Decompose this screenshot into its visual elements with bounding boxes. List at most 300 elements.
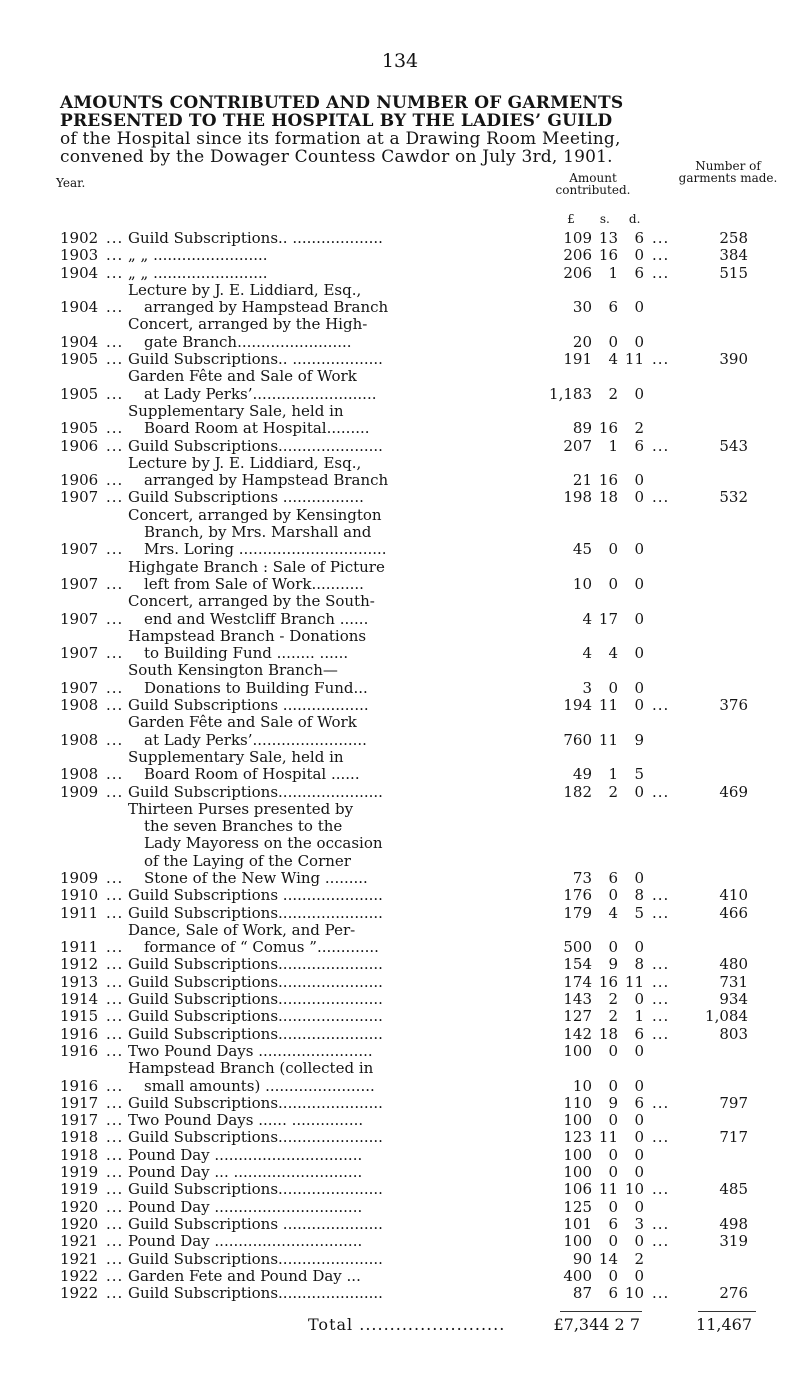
shillings-unit: s. bbox=[599, 212, 610, 226]
row-garments: 498 bbox=[719, 1214, 748, 1233]
row-year: 1905 bbox=[60, 384, 99, 403]
pounds-unit: £ bbox=[567, 212, 575, 226]
row-year: 1906 bbox=[60, 471, 99, 490]
row-description bbox=[128, 1233, 538, 1250]
row-leader-dots: ... bbox=[106, 609, 124, 628]
row-description-line: Stone of the New Wing ......... bbox=[144, 870, 368, 887]
row-description-line: „ „ ........................ bbox=[128, 247, 268, 265]
row-shillings: 1 bbox=[608, 765, 618, 784]
row-description-line: Garden Fête and Sale of Work bbox=[128, 714, 357, 732]
row-shillings: 0 bbox=[608, 938, 618, 957]
table-row bbox=[0, 697, 800, 714]
row-leader-dots: ... bbox=[106, 1197, 124, 1216]
row-garments: 276 bbox=[719, 1284, 748, 1303]
row-year: 1907 bbox=[60, 609, 99, 628]
row-pence: 0 bbox=[634, 540, 644, 559]
row-leader-dots: ... bbox=[106, 730, 124, 749]
row-description bbox=[128, 784, 538, 801]
row-description-line: Guild Subscriptions...................... bbox=[128, 1285, 383, 1303]
row-shillings: 4 bbox=[608, 903, 618, 922]
row-description bbox=[128, 1095, 538, 1112]
row-pence: 6 bbox=[634, 1093, 644, 1112]
row-pence: 0 bbox=[634, 644, 644, 663]
row-description-line: Garden Fete and Pound Day ... bbox=[128, 1267, 361, 1285]
row-description-line: small amounts) ....................... bbox=[144, 1077, 375, 1095]
row-garment-leader: ... bbox=[652, 972, 670, 991]
row-pence: 0 bbox=[634, 1145, 644, 1164]
row-description bbox=[128, 1268, 538, 1285]
row-description-line: arranged by Hampstead Branch bbox=[144, 299, 389, 317]
row-description-line: left from Sale of Work........... bbox=[144, 575, 364, 593]
row-shillings: 16 bbox=[598, 972, 618, 991]
row-description-line: Guild Subscriptions...................... bbox=[128, 973, 383, 991]
row-year: 1902 bbox=[60, 229, 99, 247]
row-description-line: Pound Day ............................... bbox=[128, 1198, 363, 1216]
row-description bbox=[128, 403, 538, 438]
row-garment-leader: ... bbox=[652, 488, 670, 507]
row-year: 1909 bbox=[60, 782, 99, 801]
row-shillings: 0 bbox=[608, 1232, 618, 1251]
row-leader-dots: ... bbox=[106, 765, 124, 784]
total-label: Total ........................ bbox=[308, 1315, 506, 1334]
row-pounds: 49 bbox=[572, 765, 592, 784]
row-description-line: Pound Day ... ........................... bbox=[128, 1164, 363, 1182]
row-year: 1921 bbox=[60, 1232, 99, 1251]
row-leader-dots: ... bbox=[106, 1128, 124, 1147]
row-leader-dots: ... bbox=[106, 1024, 124, 1043]
row-garment-leader: ... bbox=[652, 1007, 670, 1026]
heading-line-2: PRESENTED TO THE HOSPITAL BY THE LADIES’ GUILD bbox=[60, 111, 613, 131]
row-garments: 934 bbox=[719, 990, 748, 1009]
table-row bbox=[0, 991, 800, 1008]
row-description-line: Supplementary Sale, held in bbox=[128, 402, 344, 420]
row-description-line: Lecture by J. E. Liddiard, Esq., bbox=[128, 454, 362, 472]
row-garments: 480 bbox=[719, 955, 748, 974]
row-year: 1915 bbox=[60, 1007, 99, 1026]
row-description-line: at Lady Perks’........................ bbox=[144, 731, 367, 749]
table-row bbox=[0, 1285, 800, 1302]
row-pounds: 198 bbox=[563, 488, 592, 507]
row-pence: 0 bbox=[634, 678, 644, 697]
row-description bbox=[128, 247, 538, 264]
table-row bbox=[0, 887, 800, 904]
row-year: 1918 bbox=[60, 1128, 99, 1147]
table-row bbox=[0, 230, 800, 247]
row-shillings: 0 bbox=[608, 1197, 618, 1216]
row-pounds: 10 bbox=[572, 1076, 592, 1095]
row-year: 1922 bbox=[60, 1284, 99, 1303]
row-pounds: 207 bbox=[563, 436, 592, 455]
row-garments: 717 bbox=[719, 1128, 748, 1147]
column-header-garments: Number of garments made. bbox=[678, 159, 778, 185]
row-description-line: Two Pound Days ........................ bbox=[128, 1042, 373, 1060]
row-description bbox=[128, 1181, 538, 1198]
row-year: 1918 bbox=[60, 1145, 99, 1164]
row-leader-dots: ... bbox=[106, 488, 124, 507]
row-pence: 0 bbox=[634, 1232, 644, 1251]
row-shillings: 0 bbox=[608, 1266, 618, 1285]
row-garment-leader: ... bbox=[652, 990, 670, 1009]
row-year: 1904 bbox=[60, 263, 99, 282]
row-garments: 466 bbox=[719, 903, 748, 922]
row-description-line: end and Westcliff Branch ...... bbox=[144, 610, 369, 628]
row-pounds: 21 bbox=[572, 471, 592, 490]
row-shillings: 0 bbox=[608, 1145, 618, 1164]
row-description-line: Guild Subscriptions ..................... bbox=[128, 887, 383, 905]
row-description-line: Guild Subscriptions...................... bbox=[128, 904, 383, 922]
column-header-year: Year. bbox=[56, 176, 86, 190]
row-description-line: Guild Subscriptions.. ................... bbox=[128, 351, 383, 369]
row-description-line: Concert, arranged by the High- bbox=[128, 316, 368, 334]
row-pence: 0 bbox=[634, 246, 644, 265]
row-garment-leader: ... bbox=[652, 263, 670, 282]
row-garment-leader: ... bbox=[652, 246, 670, 265]
row-leader-dots: ... bbox=[106, 696, 124, 715]
row-leader-dots: ... bbox=[106, 990, 124, 1009]
row-shillings: 0 bbox=[608, 886, 618, 905]
row-description bbox=[128, 351, 538, 368]
row-garment-leader: ... bbox=[652, 1214, 670, 1233]
table-row bbox=[0, 714, 800, 749]
row-description bbox=[128, 956, 538, 973]
row-leader-dots: ... bbox=[106, 955, 124, 974]
row-pence: 0 bbox=[634, 696, 644, 715]
row-shillings: 0 bbox=[608, 540, 618, 559]
row-description-line: formance of “ Comus ”............. bbox=[144, 939, 379, 957]
row-shillings: 6 bbox=[608, 1214, 618, 1233]
row-pence: 0 bbox=[634, 1111, 644, 1130]
row-description-line: „ „ ........................ bbox=[128, 264, 268, 282]
row-pounds: 73 bbox=[572, 869, 592, 887]
table-row bbox=[0, 1060, 800, 1095]
row-garment-leader: ... bbox=[652, 436, 670, 455]
heading-line-1: AMOUNTS CONTRIBUTED AND NUMBER OF GARMENTS bbox=[60, 93, 624, 113]
row-year: 1908 bbox=[60, 765, 99, 784]
table-row bbox=[0, 922, 800, 957]
row-shillings: 6 bbox=[608, 869, 618, 887]
row-year: 1913 bbox=[60, 972, 99, 991]
row-description bbox=[128, 887, 538, 904]
row-shillings: 2 bbox=[608, 990, 618, 1009]
row-pounds: 127 bbox=[563, 1007, 592, 1026]
table-row bbox=[0, 507, 800, 559]
row-year: 1907 bbox=[60, 488, 99, 507]
row-pounds: 760 bbox=[563, 730, 592, 749]
row-description-line: at Lady Perks’.......................... bbox=[144, 385, 377, 403]
row-garment-leader: ... bbox=[652, 1128, 670, 1147]
row-description bbox=[128, 991, 538, 1008]
row-pounds: 191 bbox=[563, 350, 592, 369]
row-shillings: 0 bbox=[608, 332, 618, 351]
row-pence: 0 bbox=[634, 1197, 644, 1216]
row-description-line: Guild Subscriptions...................... bbox=[128, 437, 383, 455]
total-garments: 11,467 bbox=[696, 1315, 752, 1334]
row-shillings: 0 bbox=[608, 1163, 618, 1182]
total-rule-garments bbox=[698, 1311, 756, 1312]
row-pence: 10 bbox=[624, 1180, 644, 1199]
row-year: 1907 bbox=[60, 644, 99, 663]
row-pounds: 154 bbox=[563, 955, 592, 974]
row-shillings: 1 bbox=[608, 263, 618, 282]
row-pence: 6 bbox=[634, 263, 644, 282]
row-leader-dots: ... bbox=[106, 574, 124, 593]
row-pounds: 400 bbox=[563, 1266, 592, 1285]
row-leader-dots: ... bbox=[106, 886, 124, 905]
row-leader-dots: ... bbox=[106, 1007, 124, 1026]
row-pounds: 89 bbox=[572, 419, 592, 438]
row-description-line: Board Room of Hospital ...... bbox=[144, 766, 360, 784]
row-shillings: 0 bbox=[608, 678, 618, 697]
row-pounds: 142 bbox=[563, 1024, 592, 1043]
row-garment-leader: ... bbox=[652, 1232, 670, 1251]
row-leader-dots: ... bbox=[106, 263, 124, 282]
row-garments: 803 bbox=[719, 1024, 748, 1043]
row-shillings: 14 bbox=[598, 1249, 618, 1268]
row-description bbox=[128, 1285, 538, 1302]
row-description-line: to Building Fund ........ ...... bbox=[144, 645, 349, 663]
table-row bbox=[0, 1251, 800, 1268]
row-description bbox=[128, 628, 538, 663]
row-shillings: 2 bbox=[608, 782, 618, 801]
row-leader-dots: ... bbox=[106, 1232, 124, 1251]
row-year: 1908 bbox=[60, 696, 99, 715]
row-pence: 0 bbox=[634, 938, 644, 957]
row-description-line: Garden Fête and Sale of Work bbox=[128, 368, 357, 386]
row-garment-leader: ... bbox=[652, 350, 670, 369]
table-row bbox=[0, 368, 800, 403]
row-description-line: Pound Day ............................... bbox=[128, 1146, 363, 1164]
row-year: 1920 bbox=[60, 1197, 99, 1216]
row-year: 1907 bbox=[60, 678, 99, 697]
row-description bbox=[128, 1129, 538, 1146]
row-description bbox=[128, 1008, 538, 1025]
table-row bbox=[0, 316, 800, 351]
row-leader-dots: ... bbox=[106, 678, 124, 697]
row-description bbox=[128, 905, 538, 922]
contributions-table bbox=[0, 230, 800, 1302]
table-row bbox=[0, 784, 800, 801]
table-row bbox=[0, 628, 800, 663]
row-description-line: of the Laying of the Corner bbox=[144, 852, 351, 870]
row-description bbox=[128, 1147, 538, 1164]
row-description-line: Guild Subscriptions...................... bbox=[128, 1250, 383, 1268]
table-row bbox=[0, 559, 800, 594]
row-pence: 0 bbox=[634, 384, 644, 403]
row-garments: 485 bbox=[719, 1180, 748, 1199]
row-description-line: Board Room at Hospital......... bbox=[144, 420, 370, 438]
row-leader-dots: ... bbox=[106, 1284, 124, 1303]
pence-unit: d. bbox=[628, 212, 641, 226]
row-pounds: 87 bbox=[572, 1284, 592, 1303]
row-leader-dots: ... bbox=[106, 869, 124, 887]
row-leader-dots: ... bbox=[106, 436, 124, 455]
row-leader-dots: ... bbox=[106, 298, 124, 317]
row-shillings: 0 bbox=[608, 1076, 618, 1095]
row-year: 1908 bbox=[60, 730, 99, 749]
row-description bbox=[128, 489, 538, 506]
row-garment-leader: ... bbox=[652, 1284, 670, 1303]
row-shillings: 17 bbox=[598, 609, 618, 628]
row-leader-dots: ... bbox=[106, 1145, 124, 1164]
row-shillings: 18 bbox=[598, 488, 618, 507]
row-pounds: 500 bbox=[563, 938, 592, 957]
row-pounds: 106 bbox=[563, 1180, 592, 1199]
row-description-line: gate Branch........................ bbox=[144, 333, 352, 351]
row-description-line: Hampstead Branch - Donations bbox=[128, 627, 367, 645]
row-year: 1916 bbox=[60, 1024, 99, 1043]
row-pence: 5 bbox=[634, 765, 644, 784]
row-pence: 6 bbox=[634, 229, 644, 247]
row-description-line: Thirteen Purses presented by bbox=[128, 800, 354, 818]
row-shillings: 16 bbox=[598, 246, 618, 265]
row-shillings: 6 bbox=[608, 298, 618, 317]
row-shillings: 0 bbox=[608, 574, 618, 593]
row-shillings: 6 bbox=[608, 1284, 618, 1303]
row-pence: 0 bbox=[634, 471, 644, 490]
row-leader-dots: ... bbox=[106, 540, 124, 559]
row-leader-dots: ... bbox=[106, 419, 124, 438]
row-pence: 0 bbox=[634, 990, 644, 1009]
heading-line-3: of the Hospital since its formation at a Drawing Room Meeting, bbox=[60, 129, 621, 149]
table-row bbox=[0, 593, 800, 628]
row-pounds: 110 bbox=[563, 1093, 592, 1112]
row-description-line: Guild Subscriptions...................... bbox=[128, 1181, 383, 1199]
row-description-line: Branch, by Mrs. Marshall and bbox=[144, 524, 372, 542]
row-description-line: Mrs. Loring ............................... bbox=[144, 541, 387, 559]
table-row bbox=[0, 247, 800, 264]
table-row bbox=[0, 1112, 800, 1129]
row-leader-dots: ... bbox=[106, 1214, 124, 1233]
row-pence: 0 bbox=[634, 574, 644, 593]
row-leader-dots: ... bbox=[106, 972, 124, 991]
table-row bbox=[0, 1026, 800, 1043]
row-shillings: 9 bbox=[608, 955, 618, 974]
row-garments: 515 bbox=[719, 263, 748, 282]
row-pence: 1 bbox=[634, 1007, 644, 1026]
row-description-line: the seven Branches to the bbox=[144, 818, 343, 836]
row-description-line: Guild Subscriptions...................... bbox=[128, 1008, 383, 1026]
table-row bbox=[0, 1216, 800, 1233]
row-garments: 319 bbox=[719, 1232, 748, 1251]
table-row bbox=[0, 1008, 800, 1025]
row-year: 1904 bbox=[60, 298, 99, 317]
row-year: 1911 bbox=[60, 903, 99, 922]
table-row bbox=[0, 1043, 800, 1060]
row-description-line: Guild Subscriptions...................... bbox=[128, 1094, 383, 1112]
row-shillings: 11 bbox=[598, 1180, 618, 1199]
row-garment-leader: ... bbox=[652, 1180, 670, 1199]
row-description bbox=[128, 1251, 538, 1268]
row-pounds: 109 bbox=[563, 229, 592, 247]
row-description bbox=[128, 265, 538, 282]
row-description bbox=[128, 1112, 538, 1129]
row-description bbox=[128, 455, 538, 490]
table-row bbox=[0, 1181, 800, 1198]
row-year: 1920 bbox=[60, 1214, 99, 1233]
row-garments: 532 bbox=[719, 488, 748, 507]
table-row bbox=[0, 282, 800, 317]
table-row bbox=[0, 1268, 800, 1285]
row-leader-dots: ... bbox=[106, 332, 124, 351]
row-pounds: 100 bbox=[563, 1041, 592, 1060]
row-garments: 258 bbox=[719, 229, 748, 247]
heading-line-4: convened by the Dowager Countess Cawdor on July 3rd, 1901. bbox=[60, 147, 613, 167]
row-pounds: 182 bbox=[563, 782, 592, 801]
row-description-line: Guild Subscriptions...................... bbox=[128, 956, 383, 974]
row-year: 1912 bbox=[60, 955, 99, 974]
row-garments: 797 bbox=[719, 1093, 748, 1112]
row-pounds: 4 bbox=[582, 644, 592, 663]
row-leader-dots: ... bbox=[106, 229, 124, 247]
row-pounds: 123 bbox=[563, 1128, 592, 1147]
row-pounds: 194 bbox=[563, 696, 592, 715]
row-shillings: 9 bbox=[608, 1093, 618, 1112]
row-leader-dots: ... bbox=[106, 350, 124, 369]
row-leader-dots: ... bbox=[106, 938, 124, 957]
row-pounds: 176 bbox=[563, 886, 592, 905]
row-leader-dots: ... bbox=[106, 1111, 124, 1130]
row-year: 1917 bbox=[60, 1093, 99, 1112]
row-pence: 11 bbox=[624, 972, 644, 991]
row-leader-dots: ... bbox=[106, 1093, 124, 1112]
row-description-line: Pound Day ............................... bbox=[128, 1233, 363, 1251]
table-row bbox=[0, 1147, 800, 1164]
row-leader-dots: ... bbox=[106, 1163, 124, 1182]
row-year: 1914 bbox=[60, 990, 99, 1009]
row-description-line: Lady Mayoress on the occasion bbox=[144, 835, 383, 853]
row-garments: 543 bbox=[719, 436, 748, 455]
row-description bbox=[128, 316, 538, 351]
row-pounds: 3 bbox=[582, 678, 592, 697]
row-garments: 384 bbox=[719, 246, 748, 265]
row-description-line: Guild Subscriptions...................... bbox=[128, 783, 383, 801]
row-leader-dots: ... bbox=[106, 903, 124, 922]
row-description bbox=[128, 974, 538, 991]
row-description bbox=[128, 368, 538, 403]
row-garment-leader: ... bbox=[652, 903, 670, 922]
row-shillings: 11 bbox=[598, 696, 618, 715]
row-description bbox=[128, 801, 538, 887]
table-row bbox=[0, 351, 800, 368]
row-shillings: 0 bbox=[608, 1111, 618, 1130]
row-leader-dots: ... bbox=[106, 384, 124, 403]
table-row bbox=[0, 956, 800, 973]
row-year: 1917 bbox=[60, 1111, 99, 1130]
row-pence: 0 bbox=[634, 782, 644, 801]
row-year: 1906 bbox=[60, 436, 99, 455]
row-pounds: 30 bbox=[572, 298, 592, 317]
row-garments: 376 bbox=[719, 696, 748, 715]
row-leader-dots: ... bbox=[106, 471, 124, 490]
row-description bbox=[128, 1164, 538, 1181]
column-header-amount: Amount contributed. bbox=[555, 171, 631, 197]
row-garment-leader: ... bbox=[652, 1093, 670, 1112]
row-shillings: 18 bbox=[598, 1024, 618, 1043]
row-pounds: 90 bbox=[572, 1249, 592, 1268]
row-year: 1909 bbox=[60, 869, 99, 887]
row-year: 1919 bbox=[60, 1163, 99, 1182]
row-pounds: 4 bbox=[582, 609, 592, 628]
row-year: 1916 bbox=[60, 1076, 99, 1095]
row-year: 1905 bbox=[60, 419, 99, 438]
row-description-line: Dance, Sale of Work, and Per- bbox=[128, 921, 356, 939]
row-pence: 2 bbox=[634, 419, 644, 438]
row-description-line: Guild Subscriptions ..................... bbox=[128, 1215, 383, 1233]
row-pence: 0 bbox=[634, 1076, 644, 1095]
row-pence: 6 bbox=[634, 436, 644, 455]
row-description bbox=[128, 593, 538, 628]
row-description-line: Guild Subscriptions...................... bbox=[128, 1025, 383, 1043]
